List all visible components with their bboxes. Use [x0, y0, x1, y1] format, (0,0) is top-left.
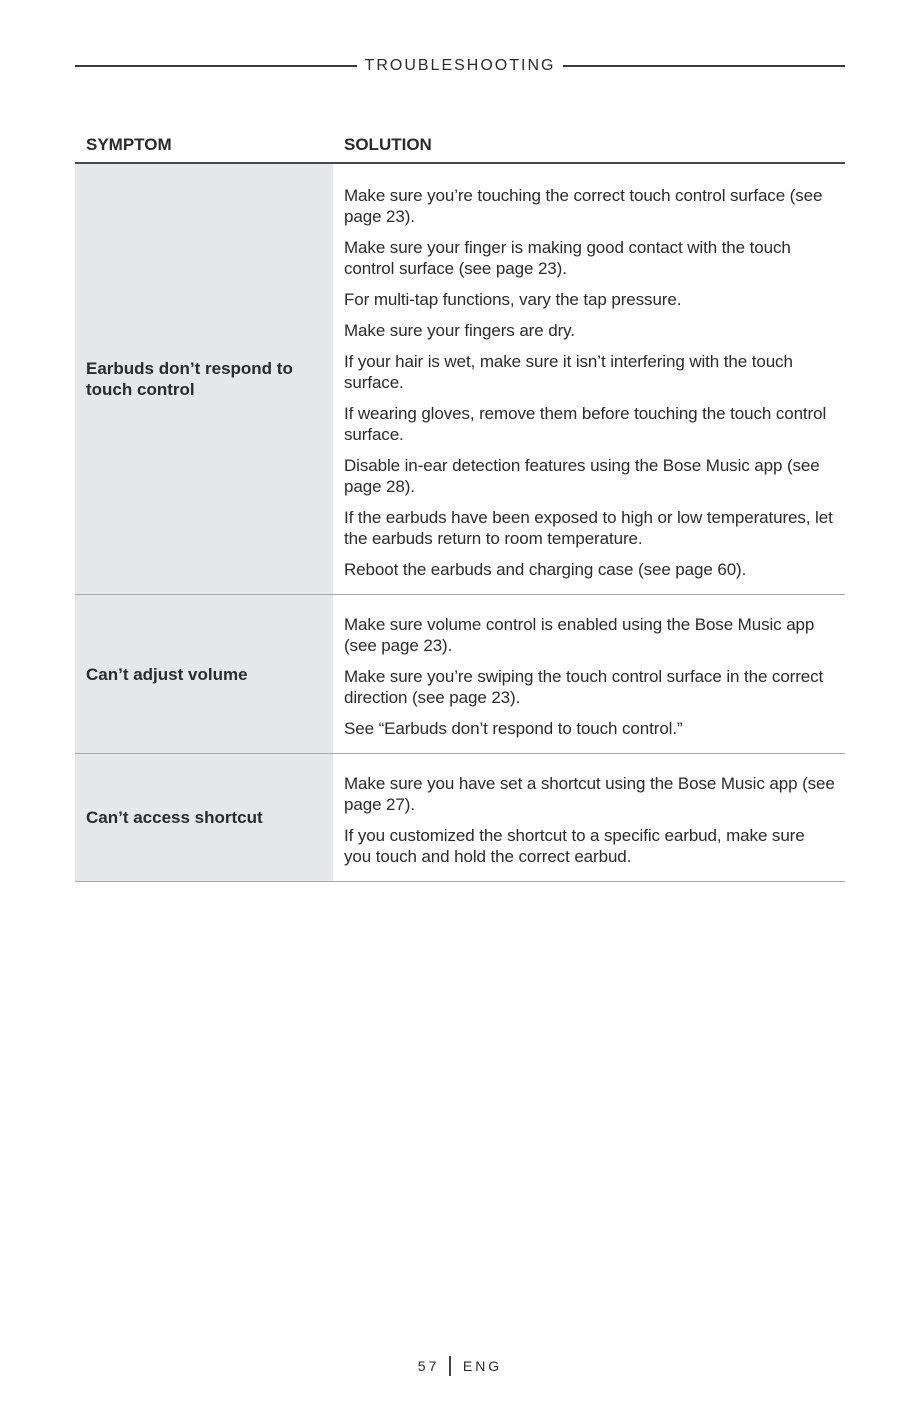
symptom-cell: Can’t access shortcut [75, 754, 333, 881]
solution-item: For multi-tap functions, vary the tap pressure. [344, 290, 682, 309]
solution-item: If your hair is wet, make sure it isn’t interfering with the touch surface. [344, 352, 793, 392]
symptom-cell: Can’t adjust volume [75, 595, 333, 753]
solution-item: Make sure you have set a shortcut using the Bose Music app (see page 27). [344, 774, 835, 814]
solution-item: Make sure you’re swiping the touch control surface in the correct direction (see page 23). [344, 667, 824, 707]
table-header [75, 128, 845, 164]
page-number: 57 [417, 1358, 440, 1374]
solution-cell [333, 754, 845, 881]
solution-item: If the earbuds have been exposed to high or low temperatures, let the earbuds return to room temperature. [344, 508, 833, 548]
solution-item: Make sure your finger is making good contact with the touch control surface (see page 23). [344, 238, 791, 278]
solution-item: If you customized the shortcut to a specific earbud, make sure you touch and hold the correct earbud. [344, 826, 805, 866]
page-footer [0, 1356, 920, 1376]
table-row [75, 754, 845, 882]
symptom-cell: Earbuds don’t respond to touch control [75, 164, 333, 594]
section-title: TROUBLESHOOTING [364, 57, 556, 74]
language-label: ENG [462, 1358, 503, 1374]
table-row [75, 595, 845, 754]
solution-item: Make sure you’re touching the correct touch control surface (see page 23). [344, 186, 823, 226]
footer-divider [449, 1356, 451, 1376]
solution-item: Disable in-ear detection features using the Bose Music app (see page 28). [344, 456, 820, 496]
table-row [75, 164, 845, 595]
column-header-symptom: SYMPTOM [86, 135, 172, 154]
solution-item: Make sure your fingers are dry. [344, 321, 575, 340]
solution-cell [333, 595, 845, 753]
section-header [75, 55, 845, 77]
troubleshooting-table [75, 128, 845, 882]
solution-cell [333, 164, 845, 594]
header-rule-left [75, 65, 357, 67]
solution-item: If wearing gloves, remove them before touching the touch control surface. [344, 404, 827, 444]
solution-item: Make sure volume control is enabled using the Bose Music app (see page 23). [344, 615, 815, 655]
header-rule-right [563, 65, 845, 67]
solution-item: Reboot the earbuds and charging case (see page 60). [344, 560, 747, 579]
column-header-solution: SOLUTION [344, 135, 432, 154]
solution-item: See “Earbuds don’t respond to touch control.” [344, 719, 683, 738]
